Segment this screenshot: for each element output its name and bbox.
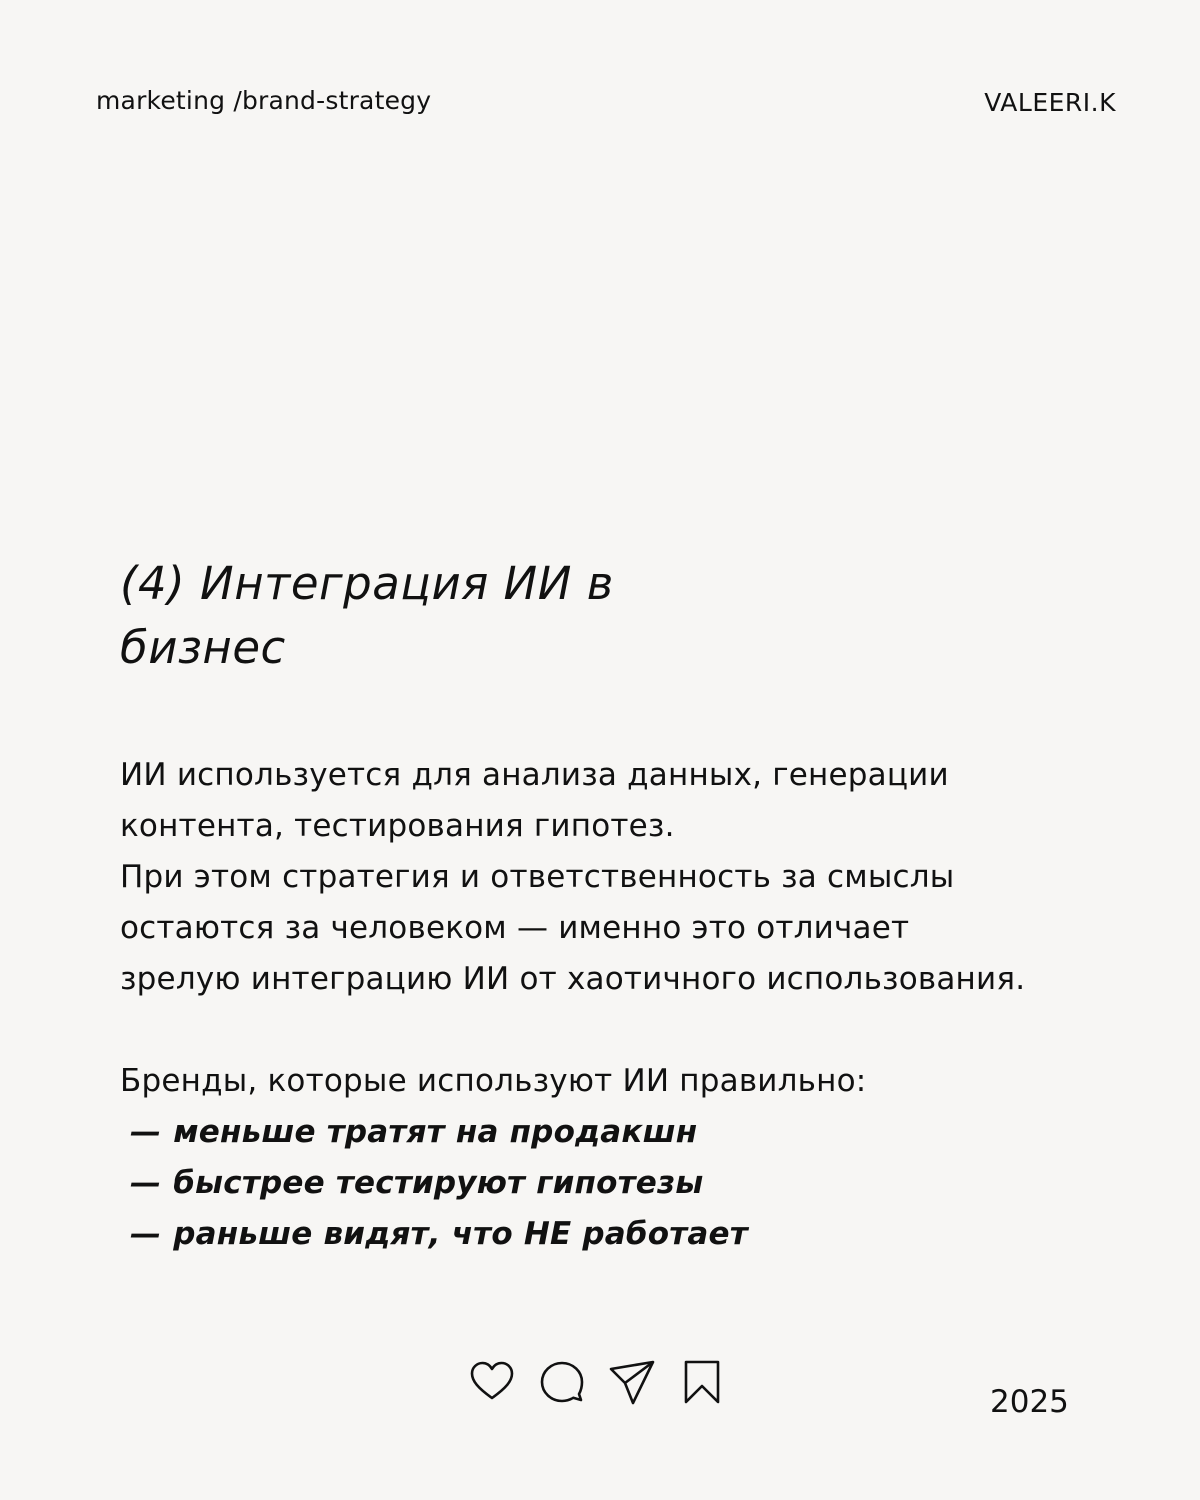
benefits-list (120, 1107, 1160, 1260)
paragraph-line: контента, тестирования гипотез. (120, 808, 675, 844)
paragraph-line: ИИ используется для анализа данных, генерации (120, 757, 949, 793)
heart-icon[interactable] (468, 1358, 516, 1406)
dash-marker: — (130, 1114, 162, 1150)
paragraph-intro (120, 750, 1160, 1005)
paragraph-line: остаются за человеком — именно это отличает (120, 910, 910, 946)
list-item (120, 1158, 1160, 1209)
year-label: 2025 (990, 1384, 1069, 1420)
paragraph-line: зрелую интеграцию ИИ от хаотичного использования. (120, 961, 1026, 997)
slide-body (120, 750, 1160, 1260)
list-item (120, 1209, 1160, 1260)
paragraph-line: При этом стратегия и ответственность за смыслы (120, 859, 955, 895)
list-item (120, 1107, 1160, 1158)
list-item-text: меньше тратят на продакшн (173, 1114, 698, 1150)
category-label: marketing /brand-strategy (96, 86, 432, 115)
dash-marker: — (130, 1216, 162, 1252)
brands-intro: Бренды, которые используют ИИ правильно: (120, 1063, 867, 1099)
comment-icon[interactable] (538, 1358, 586, 1406)
title-line-2: бизнес (120, 621, 286, 674)
slide-title (120, 552, 760, 680)
list-item-text: быстрее тестируют гипотезы (173, 1165, 704, 1201)
bookmark-icon[interactable] (678, 1358, 726, 1406)
title-line-1: (4) Интеграция ИИ в (120, 557, 614, 610)
post-actions (468, 1358, 726, 1406)
dash-marker: — (130, 1165, 162, 1201)
author-label: VALEERI.K (984, 88, 1116, 117)
paragraph-spacer (120, 1005, 1160, 1056)
list-item-text: раньше видят, что НЕ работает (173, 1216, 748, 1252)
share-icon[interactable] (608, 1358, 656, 1406)
